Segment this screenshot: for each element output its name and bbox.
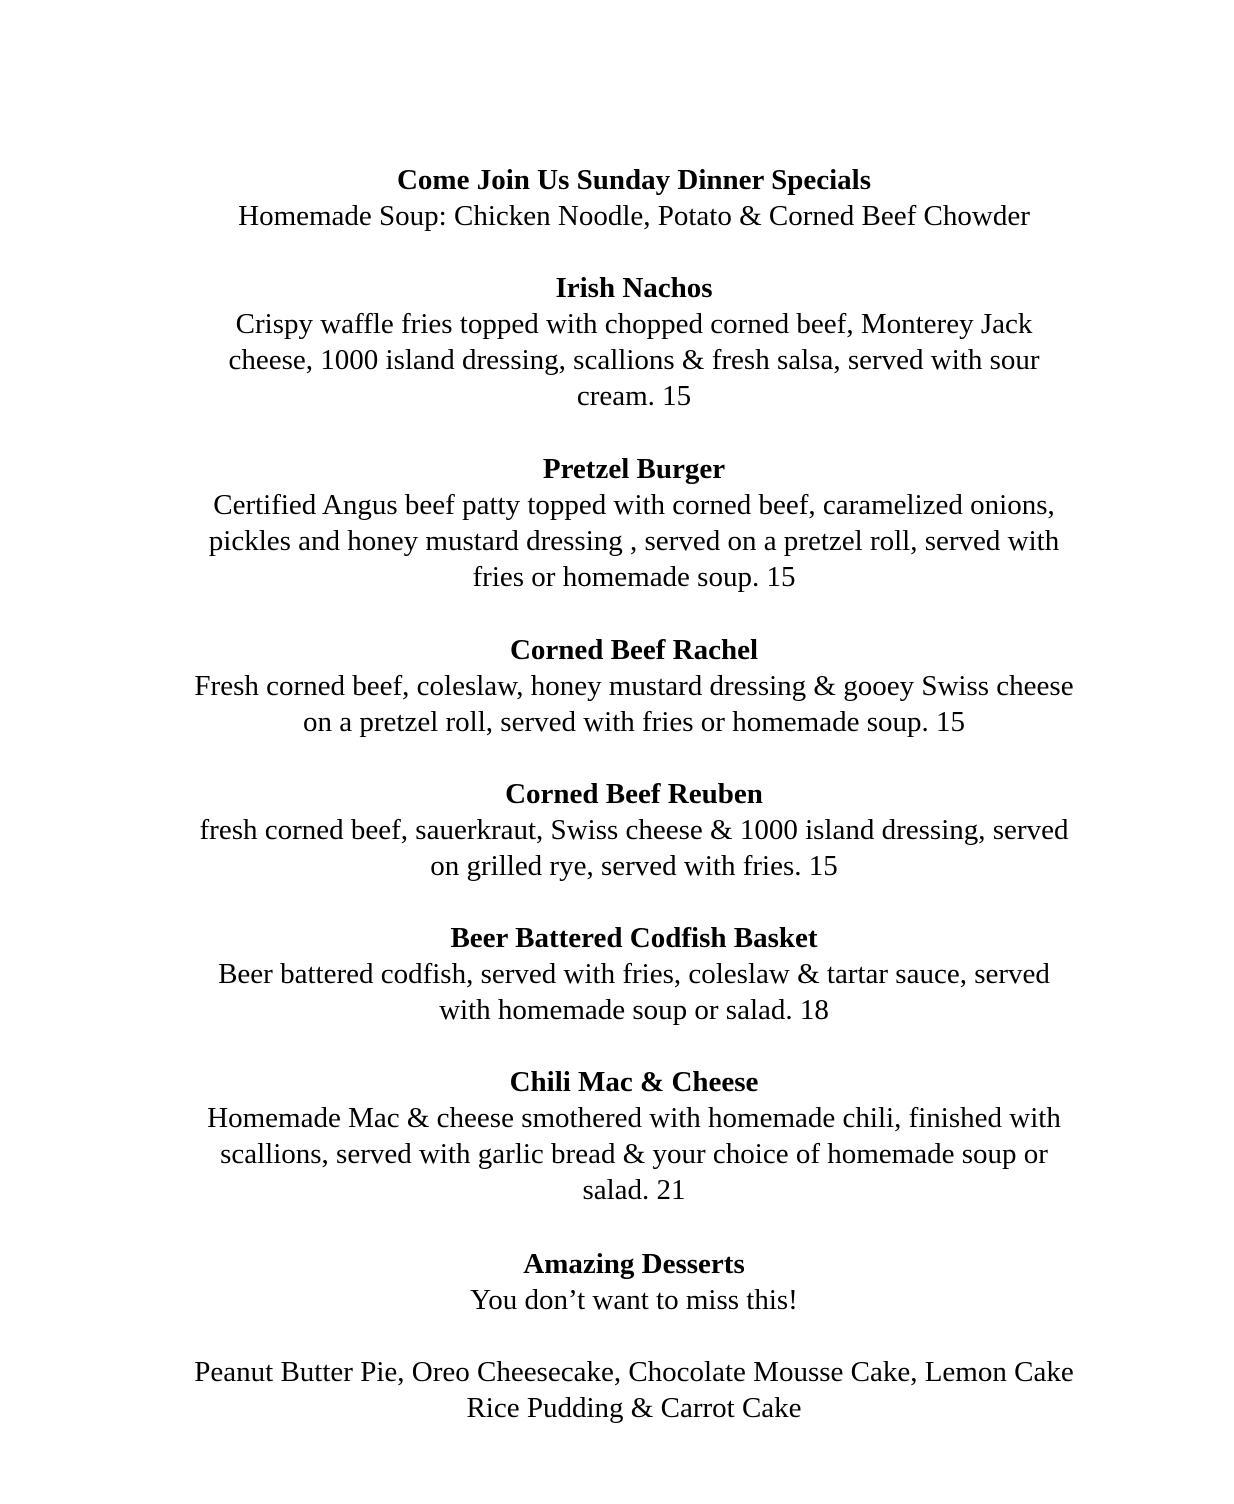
item-description-line: Crispy waffle fries topped with chopped corned beef, Monterey Jack: [235, 308, 1033, 340]
menu-title: Come Join Us Sunday Dinner Specials: [396, 164, 872, 196]
desserts-list-line: Peanut Butter Pie, Oreo Cheesecake, Chocolate Mousse Cake, Lemon Cake: [194, 1356, 1074, 1388]
item-description-line: cream. 15: [576, 380, 692, 412]
desserts-title: Amazing Desserts: [523, 1248, 745, 1280]
item-description-line: fries or homemade soup. 15: [472, 561, 796, 593]
menu-item: [100, 920, 1168, 1028]
item-name: Pretzel Burger: [542, 453, 726, 485]
soup-line: Homemade Soup: Chicken Noodle, Potato & Corned Beef Chowder: [238, 200, 1030, 232]
item-description-line: Beer battered codfish, served with fries, coleslaw & tartar sauce, served: [218, 958, 1050, 990]
item-description-line: Homemade Mac & cheese smothered with homemade chili, finished with: [207, 1102, 1061, 1134]
item-description-line: on a pretzel roll, served with fries or homemade soup. 15: [303, 706, 965, 738]
menu-item: [100, 1064, 1168, 1208]
menu-header: [100, 162, 1168, 234]
desserts-list: [100, 1354, 1168, 1426]
menu-item: [100, 451, 1168, 595]
item-name: Corned Beef Reuben: [505, 778, 763, 810]
item-name: Beer Battered Codfish Basket: [450, 922, 818, 954]
desserts-tagline: You don’t want to miss this!: [470, 1284, 798, 1316]
item-description-line: Fresh corned beef, coleslaw, honey mustard dressing & gooey Swiss cheese: [194, 670, 1074, 702]
item-description-line: scallions, served with garlic bread & your choice of homemade soup or: [220, 1138, 1048, 1170]
item-description-line: on grilled rye, served with fries. 15: [430, 850, 838, 882]
item-name: Irish Nachos: [555, 272, 713, 304]
menu-item: [100, 270, 1168, 414]
item-description-line: salad. 21: [582, 1174, 686, 1206]
menu-item: [100, 776, 1168, 884]
item-name: Chili Mac & Cheese: [509, 1066, 759, 1098]
item-description-line: pickles and honey mustard dressing , served on a pretzel roll, served with: [208, 525, 1060, 557]
item-description-line: fresh corned beef, sauerkraut, Swiss cheese & 1000 island dressing, served: [199, 814, 1069, 846]
item-description-line: cheese, 1000 island dressing, scallions & fresh salsa, served with sour: [228, 344, 1040, 376]
desserts-list-line: Rice Pudding & Carrot Cake: [466, 1392, 802, 1424]
item-name: Corned Beef Rachel: [509, 634, 759, 666]
desserts-section: [100, 1246, 1168, 1318]
item-description-line: with homemade soup or salad. 18: [439, 994, 829, 1026]
menu-item: [100, 632, 1168, 740]
item-description-line: Certified Angus beef patty topped with corned beef, caramelized onions,: [213, 489, 1055, 521]
